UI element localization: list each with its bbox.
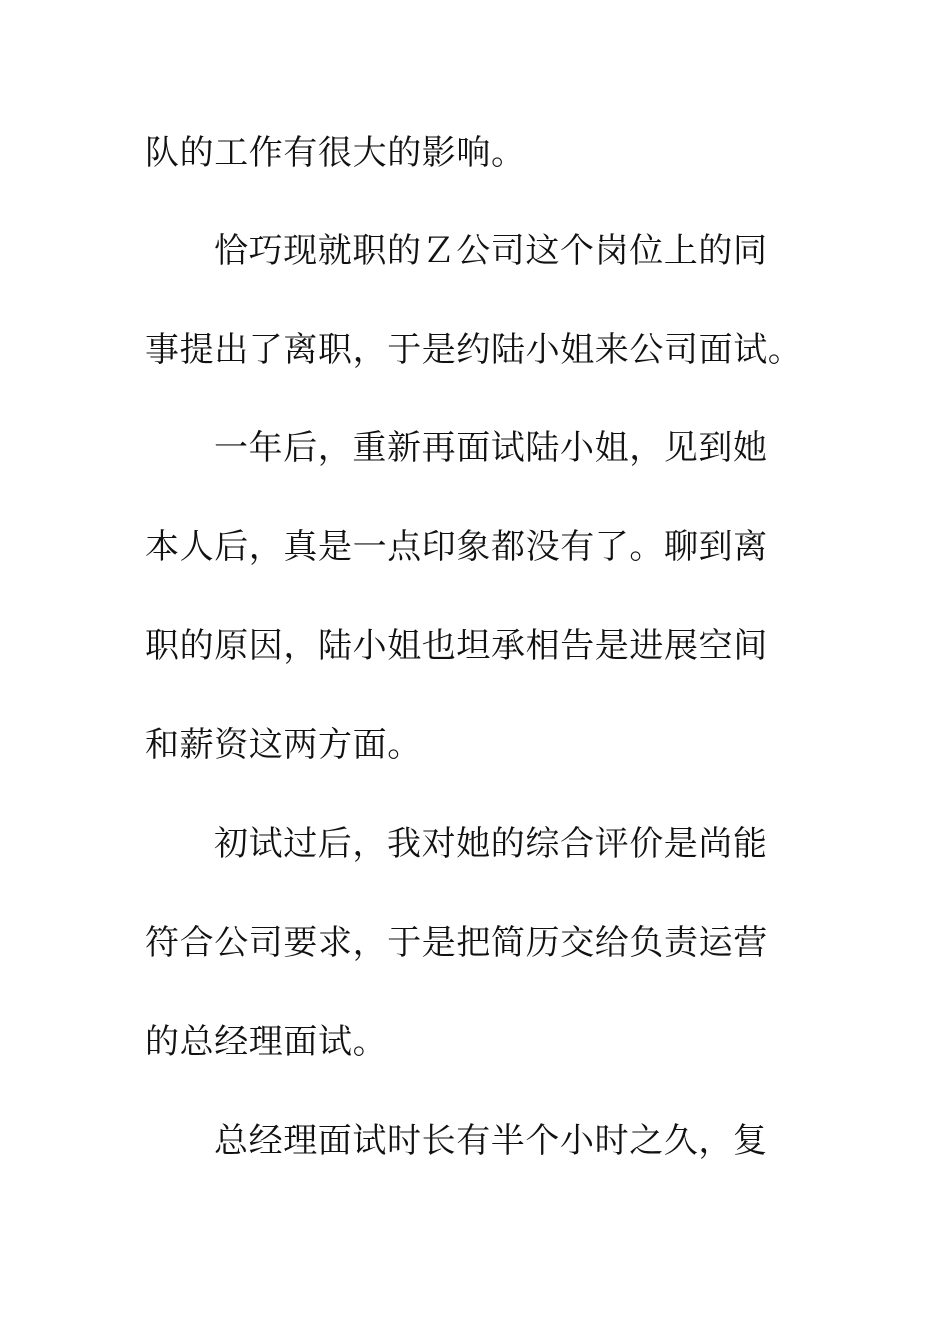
paragraph-line: 队的工作有很大的影响。 <box>145 133 526 173</box>
paragraph-line: 初试过后，我对她的综合评价是尚能 <box>214 824 768 864</box>
paragraph-line: 恰巧现就职的Ｚ公司这个岗位上的同 <box>214 231 768 271</box>
paragraph-line: 和薪资这两方面。 <box>145 725 422 765</box>
paragraph-line: 的总经理面试。 <box>145 1022 388 1062</box>
paragraph-line: 符合公司要求，于是把简历交给负责运营 <box>145 923 768 963</box>
paragraph-line: 本人后，真是一点印象都没有了。聊到离 <box>145 527 768 567</box>
paragraph-line: 总经理面试时长有半个小时之久，复 <box>214 1121 768 1161</box>
paragraph-line: 职的原因，陆小姐也坦承相告是进展空间 <box>145 626 768 666</box>
paragraph-line: 一年后，重新再面试陆小姐，见到她 <box>214 428 768 468</box>
paragraph-line: 事提出了离职，于是约陆小姐来公司面试。 <box>145 330 803 370</box>
